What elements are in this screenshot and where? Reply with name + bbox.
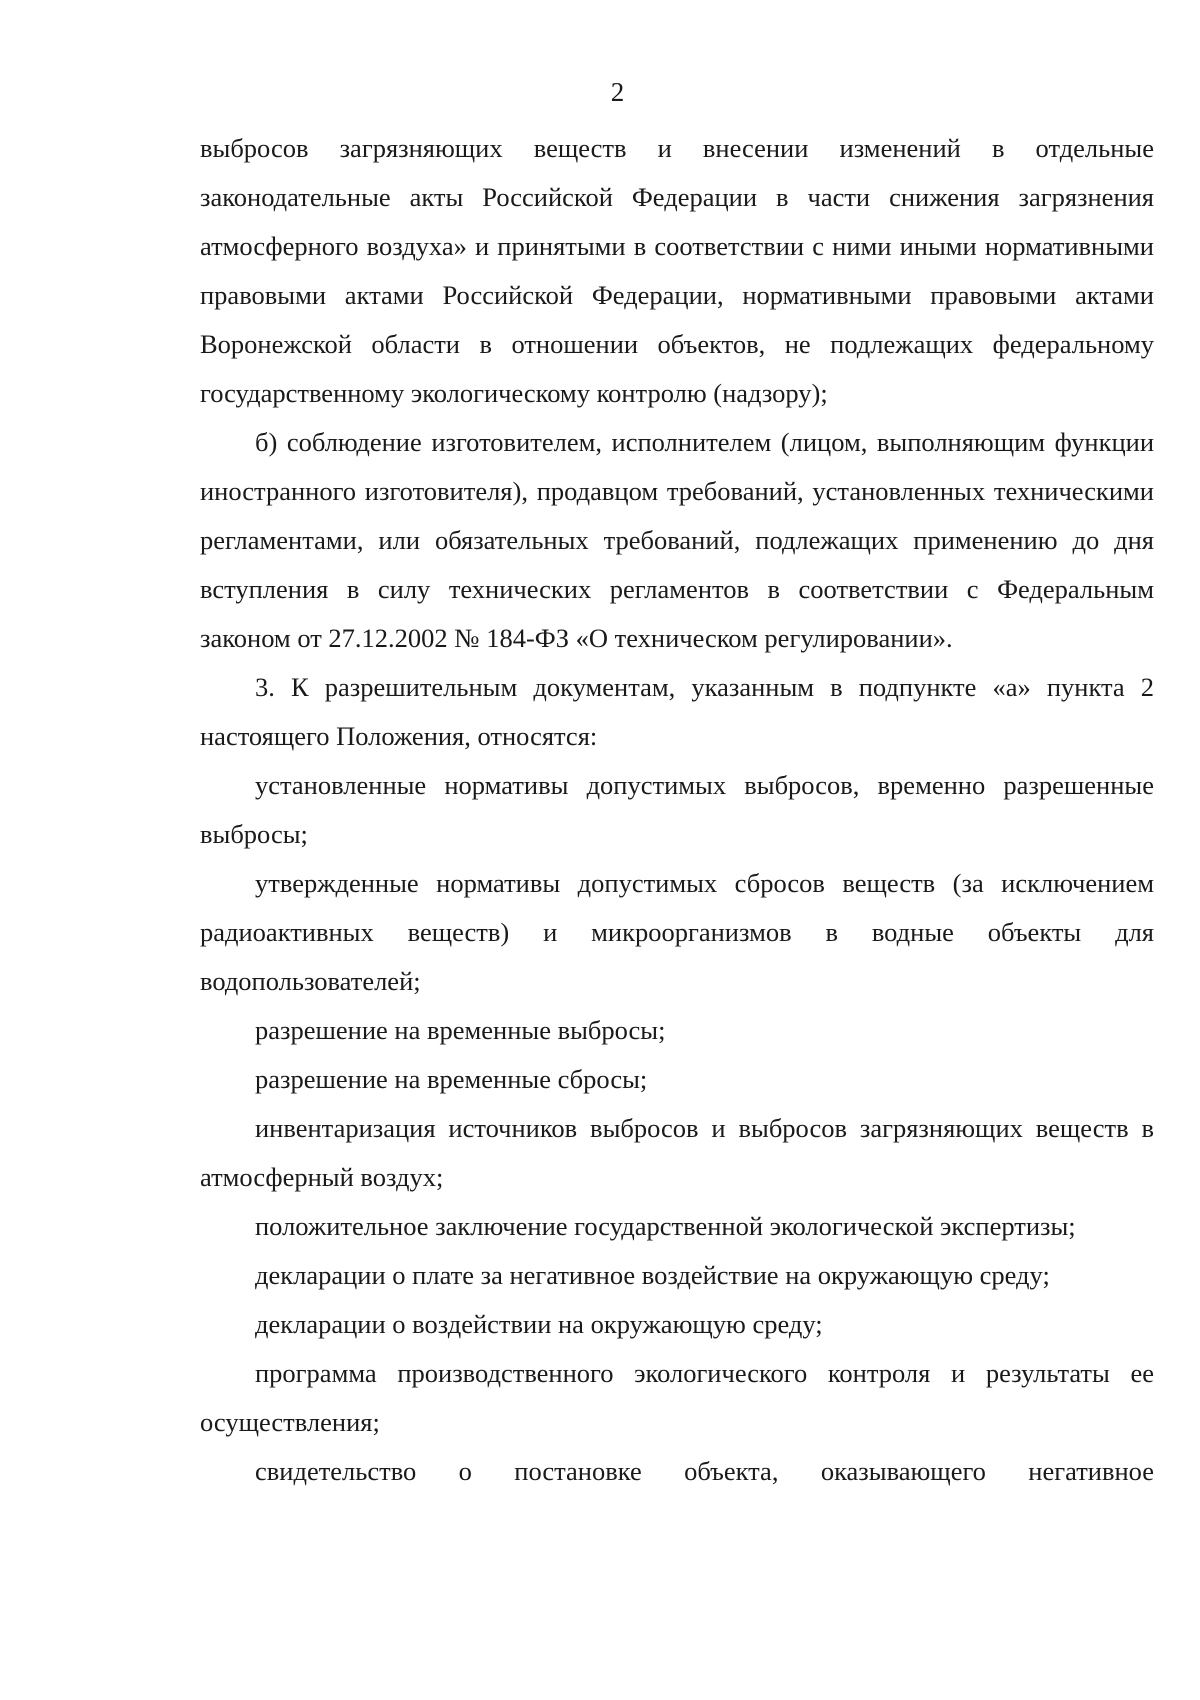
paragraph-item-b: б) соблюдение изготовителем, исполнителем (лицом, выполняющим функции иностранного изготовителя), продавцом требований, установленных техническими регламентами, или обязательных требований, подлежащих применению до дня вступления в силу технических регламентов в соответствии с Федеральным законом от 27.12.2002 № 184-ФЗ «О техническом регулировании».: [200, 427, 1154, 653]
list-item-impact-declarations: декларации о воздействии на окружающую среду;: [255, 1309, 823, 1339]
paragraph-item-3: 3. К разрешительным документам, указанным в подпункте «а» пункта 2 настоящего Положения, относятся:: [200, 672, 1154, 751]
list-item-emission-standards: установленные нормативы допустимых выбросов, временно разрешенные выбросы;: [200, 770, 1154, 849]
list-item-expertise-conclusion: положительное заключение государственной экологической экспертизы;: [255, 1211, 1076, 1241]
list-item-control-program: программа производственного экологического контроля и результаты ее осуществления;: [200, 1358, 1154, 1437]
list-item-discharge-standards: утвержденные нормативы допустимых сбросов веществ (за исключением радиоактивных веществ) и микроорганизмов в водные объекты для водопользователей;: [200, 868, 1154, 996]
list-item-temporary-discharges-permit: разрешение на временные сбросы;: [255, 1064, 648, 1094]
list-item-temporary-emissions-permit: разрешение на временные выбросы;: [255, 1015, 666, 1045]
document-body: [200, 124, 1154, 1496]
list-item-fee-declarations: декларации о плате за негативное воздействие на окружающую среду;: [255, 1260, 1050, 1290]
paragraph-continuation: выбросов загрязняющих веществ и внесении изменений в отдельные законодательные акты Российской Федерации в части снижения загрязнения атмосферного воздуха» и принятыми в соответствии с ними иными нормативными правовыми актами Российской Федерации, нормативными правовыми актами Воронежской области в отношении объектов, не подлежащих федеральному государственному экологическому контролю (надзору);: [200, 133, 1154, 408]
list-item-inventory: инвентаризация источников выбросов и выбросов загрязняющих веществ в атмосферный воздух;: [200, 1113, 1154, 1192]
list-item-registration-certificate: свидетельство о постановке объекта, оказывающего негативное: [255, 1456, 1154, 1486]
page-number: 2: [610, 77, 625, 107]
